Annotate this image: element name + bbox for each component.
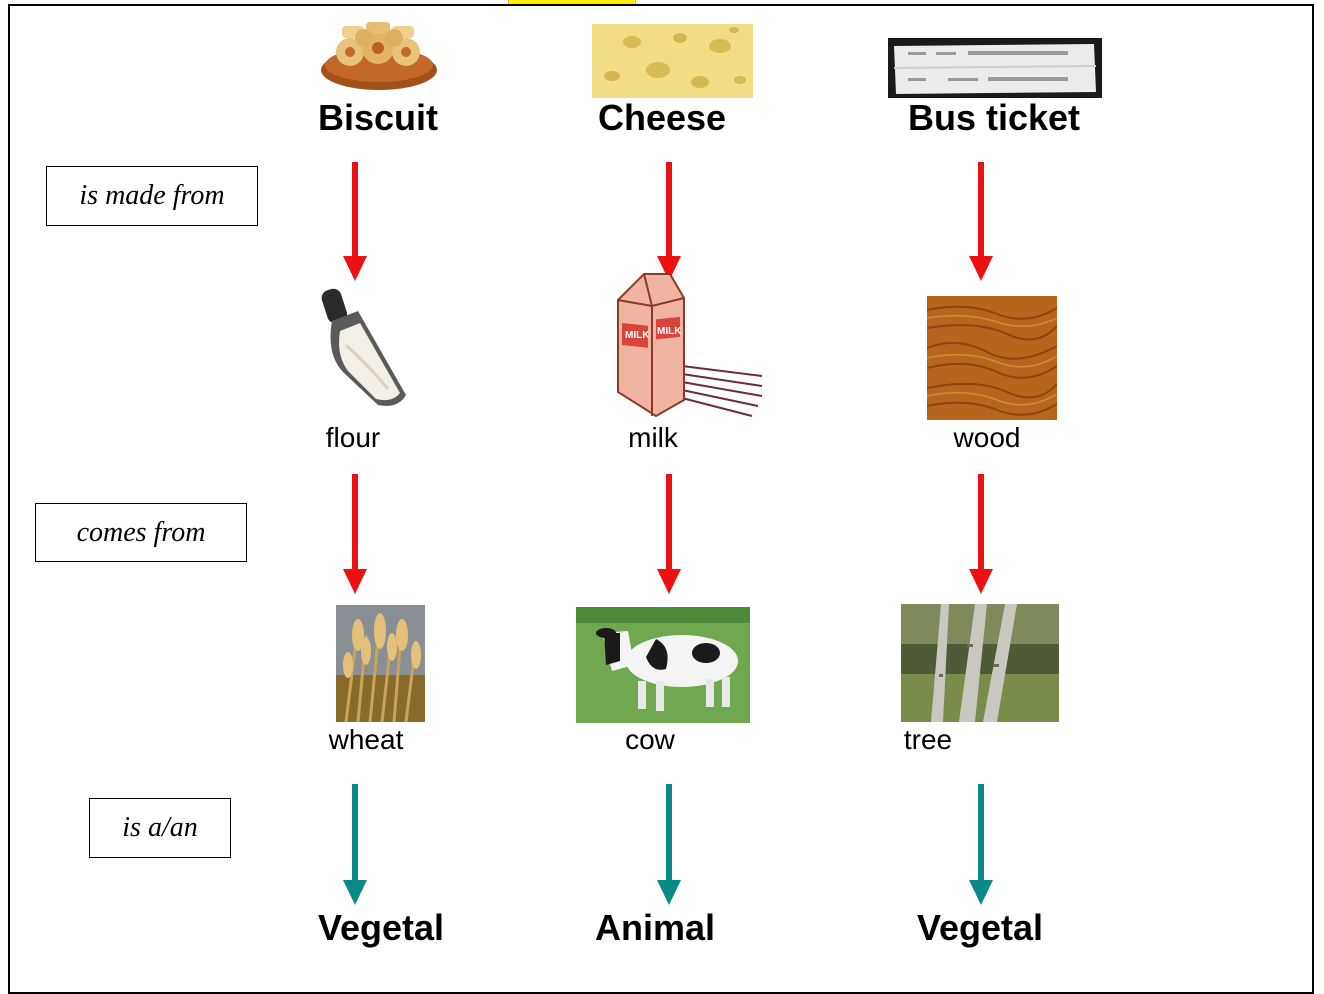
arrow-is-a-1: [343, 784, 367, 905]
arrow-made-from-3: [969, 162, 993, 281]
arrow-comes-from-2: [657, 474, 681, 594]
wheat-photo-icon: [336, 605, 425, 722]
svg-text:MILK: MILK: [657, 326, 682, 337]
tree-photo-icon: [901, 604, 1059, 722]
relation-label: is made from: [79, 180, 225, 211]
flour-scoop-icon: [318, 285, 410, 411]
material-label: wood: [953, 422, 1021, 453]
arrow-made-from-1: [343, 162, 367, 281]
material-label: flour: [325, 422, 381, 453]
source-label: wheat: [328, 724, 404, 755]
wood-grain-icon: [927, 296, 1057, 420]
arrow-comes-from-1: [343, 474, 367, 594]
product-label: Bus ticket: [907, 97, 1081, 138]
product-label: Biscuit: [317, 97, 439, 138]
svg-text:MILK: MILK: [625, 330, 650, 341]
source-label: cow: [625, 724, 675, 755]
relation-label: comes from: [76, 516, 206, 548]
category-label: Vegetal: [317, 907, 445, 948]
product-label: Cheese: [597, 97, 727, 138]
arrow-made-from-2: [657, 162, 681, 281]
arrow-is-a-2: [657, 784, 681, 905]
material-label: milk: [628, 422, 678, 453]
source-label: tree: [903, 724, 953, 755]
arrow-comes-from-3: [969, 474, 993, 594]
category-label: Animal: [594, 907, 716, 948]
arrow-is-a-3: [969, 784, 993, 905]
relation-label: is a/an: [122, 812, 198, 843]
milk-carton-icon: [612, 270, 766, 420]
category-label: Vegetal: [916, 907, 1044, 948]
cow-photo-icon: [576, 607, 750, 723]
